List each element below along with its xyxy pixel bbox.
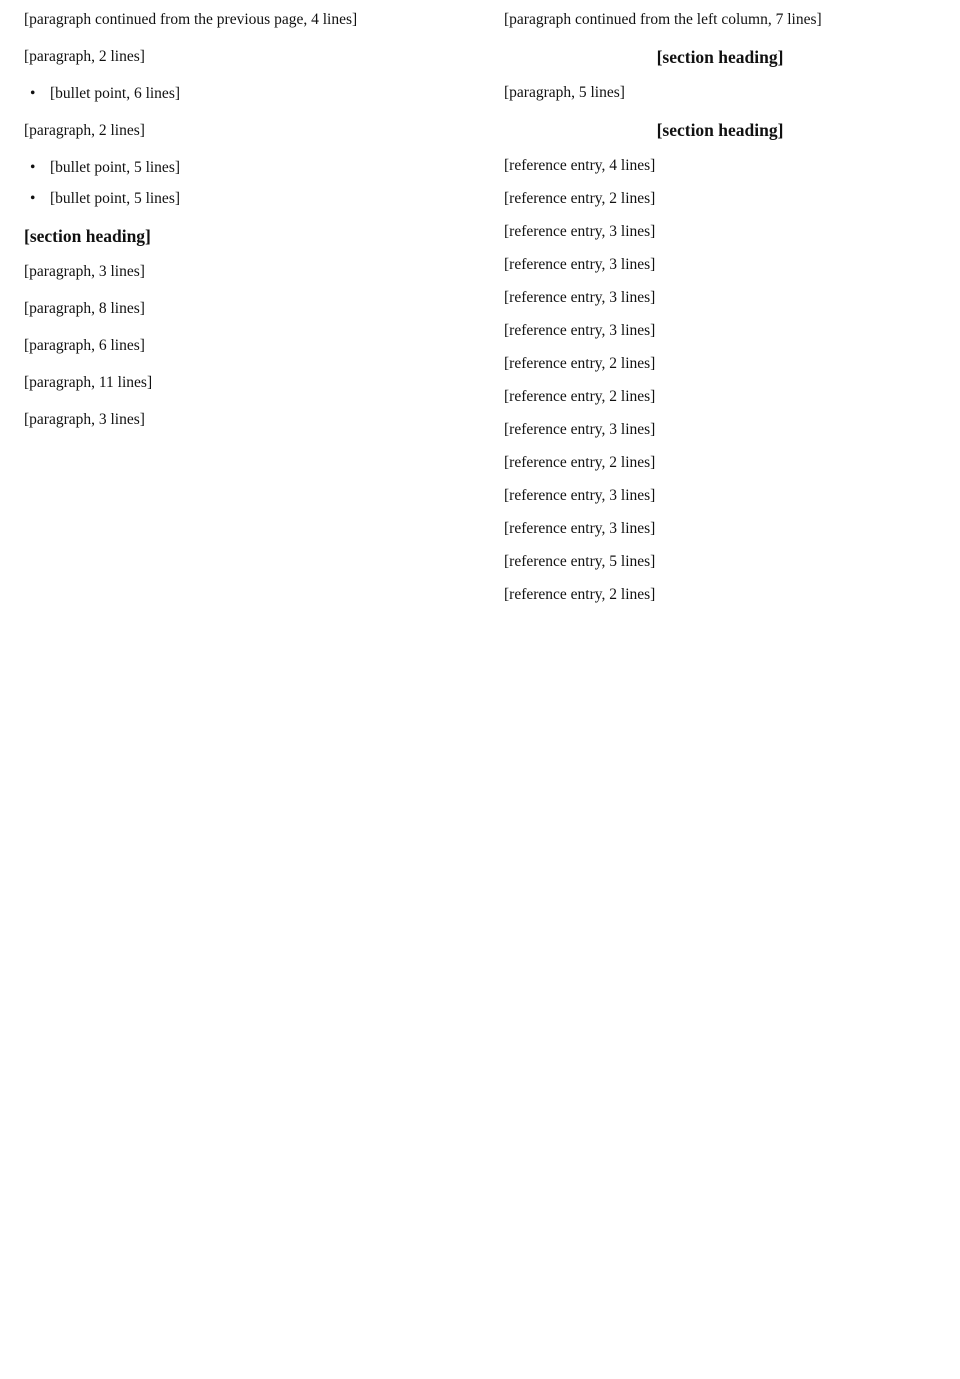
bullet-item: • [bullet point, 5 lines] <box>24 156 456 179</box>
section-7-heading: [section heading] <box>656 47 784 67</box>
left-paragraph-4: [paragraph, 3 lines] <box>24 263 145 280</box>
reference-entry: [reference entry, 2 lines] <box>504 355 656 372</box>
section-6-heading: [section heading] <box>24 226 151 246</box>
left-paragraph-8: [paragraph, 3 lines] <box>24 411 145 428</box>
reference-entry: [reference entry, 2 lines] <box>504 454 656 471</box>
reference-entry: [reference entry, 4 lines] <box>504 157 656 174</box>
left-paragraph-7: [paragraph, 11 lines] <box>24 374 153 391</box>
reference-entry: [reference entry, 3 lines] <box>504 223 656 240</box>
bullet-list-1 <box>24 82 456 105</box>
section-8-heading: [section heading] <box>656 120 784 140</box>
left-paragraph-3: [paragraph, 2 lines] <box>24 122 145 139</box>
bullet-item: • [bullet point, 5 lines] <box>24 187 456 210</box>
left-paragraph-6: [paragraph, 6 lines] <box>24 337 145 354</box>
bullet-list-2 <box>24 156 456 210</box>
reference-entry: [reference entry, 5 lines] <box>504 553 656 570</box>
reference-entry: [reference entry, 3 lines] <box>504 520 656 537</box>
reference-entry: [reference entry, 2 lines] <box>504 388 656 405</box>
references-list <box>504 154 936 606</box>
right-paragraph-1: [paragraph continued from the left column, 7 lines] <box>504 11 822 28</box>
reference-entry: [reference entry, 2 lines] <box>504 586 656 603</box>
left-column <box>24 8 456 1379</box>
reference-entry: [reference entry, 3 lines] <box>504 322 656 339</box>
left-paragraph-1: [paragraph continued from the previous page, 4 lines] <box>24 11 358 28</box>
right-column <box>504 8 936 1379</box>
left-paragraph-2: [paragraph, 2 lines] <box>24 48 145 65</box>
reference-entry: [reference entry, 2 lines] <box>504 190 656 207</box>
reference-entry: [reference entry, 3 lines] <box>504 421 656 438</box>
reference-entry: [reference entry, 3 lines] <box>504 256 656 273</box>
reference-entry: [reference entry, 3 lines] <box>504 289 656 306</box>
reference-entry: [reference entry, 3 lines] <box>504 487 656 504</box>
right-paragraph-2: [paragraph, 5 lines] <box>504 84 625 101</box>
left-paragraph-5: [paragraph, 8 lines] <box>24 300 145 317</box>
bullet-item: • [bullet point, 6 lines] <box>24 82 456 105</box>
